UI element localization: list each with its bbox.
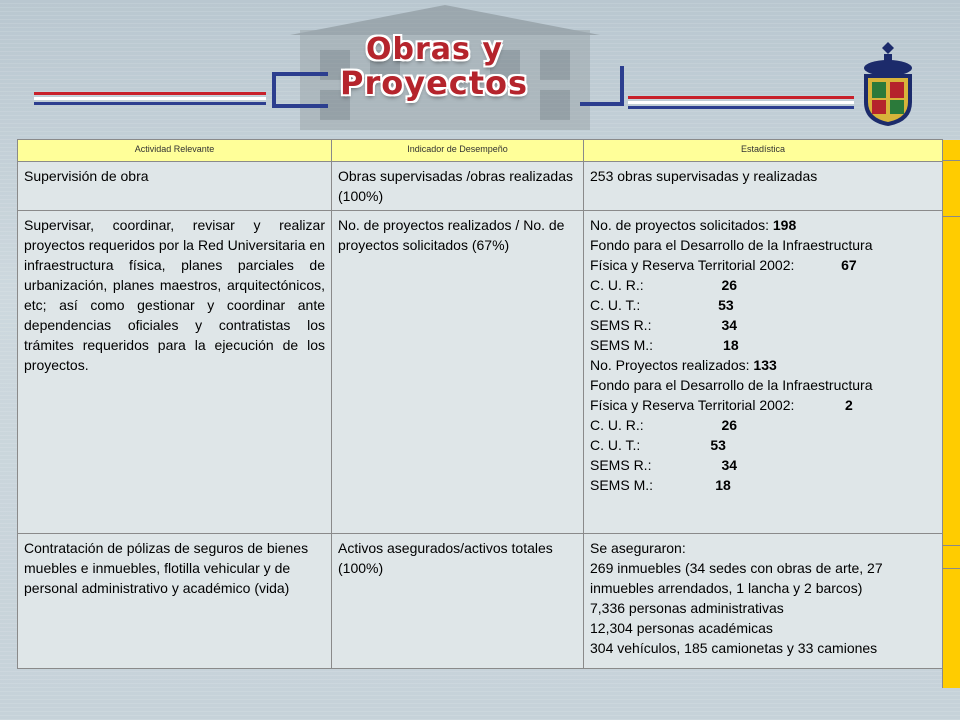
stat-line: C. U. T.: 53 xyxy=(590,297,734,313)
stat-line: Fondo para el Desarrollo de la Infraestructura xyxy=(590,237,873,253)
bracket-right xyxy=(580,66,624,106)
stat-line: C. U. R.: 26 xyxy=(590,417,738,433)
cell-actividad: Supervisar, coordinar, revisar y realizar proyectos requeridos por la Red Universitaria en infraestructura física, planes parciales de urbanización, planes maestros, arquitectónicos, etc; así como gestionar y coordinar ante dependencias oficiales y contratistas los trámites requeridos para la ejecución de los proyectos. xyxy=(18,211,332,534)
stat-line: Fondo para el Desarrollo de la Infraestructura xyxy=(590,377,873,393)
stat-line: No. Proyectos realizados: 133 xyxy=(590,357,777,373)
table-row xyxy=(18,534,943,669)
right-accent-bar xyxy=(942,140,960,688)
cell-estadistica xyxy=(584,162,943,211)
cell-estadistica xyxy=(584,211,943,534)
stat-line: C. U. T.: 53 xyxy=(590,437,726,453)
table-row xyxy=(18,211,943,534)
stat-line: 253 obras supervisadas y realizadas xyxy=(590,168,818,184)
cell-indicador: Activos asegurados/activos totales (100%) xyxy=(332,534,584,669)
stat-line: Física y Reserva Territorial 2002: 67 xyxy=(590,257,857,273)
stat-line: SEMS M.: 18 xyxy=(590,477,731,493)
cell-indicador: Obras supervisadas /obras realizadas (100%) xyxy=(332,162,584,211)
stat-line: 12,304 personas académicas xyxy=(590,620,773,636)
table-header-row xyxy=(18,140,943,162)
header-estadistica: Estadística xyxy=(584,140,943,162)
bracket-left xyxy=(272,72,328,108)
table-row xyxy=(18,162,943,211)
stat-line: SEMS M.: 18 xyxy=(590,337,739,353)
accent-divider xyxy=(942,160,960,161)
stat-line: inmuebles arrendados, 1 lancha y 2 barcos) xyxy=(590,580,863,596)
stat-line: C. U. R.: 26 xyxy=(590,277,738,293)
stat-line: Física y Reserva Territorial 2002: 2 xyxy=(590,397,853,413)
cell-actividad: Contratación de pólizas de seguros de bienes muebles e inmuebles, flotilla vehicular y de personal administrativo y académico (vida) xyxy=(18,534,332,669)
header-actividad: Actividad Relevante xyxy=(18,140,332,162)
header-indicador: Indicador de Desempeño xyxy=(332,140,584,162)
header-banner xyxy=(0,0,960,140)
stripe-left xyxy=(34,92,266,106)
accent-divider xyxy=(942,216,960,217)
stat-line: SEMS R.: 34 xyxy=(590,457,738,473)
stat-line: 304 vehículos, 185 camionetas y 33 camiones xyxy=(590,640,878,656)
stat-line: 269 inmuebles (34 sedes con obras de arte, 27 xyxy=(590,560,883,576)
stat-line: No. de proyectos solicitados: 198 xyxy=(590,217,797,233)
title-line1: Obras y xyxy=(366,32,503,67)
cell-actividad: Supervisión de obra xyxy=(18,162,332,211)
cell-estadistica xyxy=(584,534,943,669)
cell-indicador: No. de proyectos realizados / No. de proyectos solicitados (67%) xyxy=(332,211,584,534)
stat-line: SEMS R.: 34 xyxy=(590,317,738,333)
statistics-table xyxy=(17,139,942,669)
stat-line: Se aseguraron: xyxy=(590,540,686,556)
stripe-right xyxy=(628,96,854,110)
accent-divider xyxy=(942,568,960,569)
title-line2: Proyectos xyxy=(340,64,529,102)
accent-divider xyxy=(942,545,960,546)
university-crest-icon xyxy=(858,40,918,128)
page-title xyxy=(340,30,560,100)
stat-line: 7,336 personas administrativas xyxy=(590,600,784,616)
